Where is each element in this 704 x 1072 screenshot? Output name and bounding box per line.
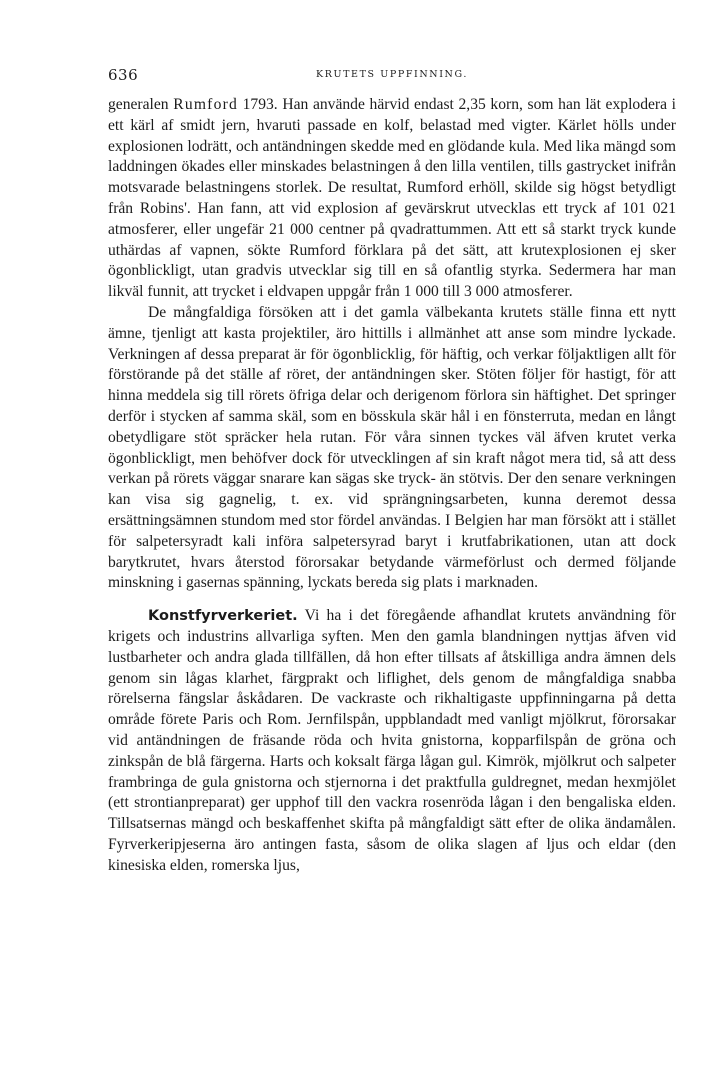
running-title: KRUTETS UPPFINNING. <box>316 69 468 80</box>
paragraph-substitutes: De mångfaldiga försöken att i det gamla välbekanta krutets ställe finna ett nytt ämne, tjenligt att kasta projektiler, äro hittills i allmänhet att anse som mindre lyckade. Verkningen af dessa preparat är för ögonblicklig, för häftig, och verkar följaktligen allt för förstörande på det ställe af röret, der antändningen sker. Stöten följer för hastigt, för att hinna meddela sig till rörets öfriga delar och derigenom förlora sin häftighet. Det springer derför i stycken af samma skäl, som en bösskula skär hål i en fönsterruta, medan en långt obetydligare stöt spräcker hela rutan. För våra sinnen tyckes väl äfven krutet verka ögonblickligt, men behöfver dock för utvecklingen af sin kraft något mera tid, så att dess verkan på rörets väggar snarare kan sägas ske tryck- än stötvis. Der den senare verkningen kan visa sig gagnelig, t. ex. vid sprängningsarbeten, kunna deremot dessa ersättningsämnen stundom med stor fördel användas. I Belgien har man försökt att i stället för salpetersyradt kali införa salpetersyrad baryt i krutfabrikationen, utan att dock barytkrutet, hvars återstod förorsakar betydande värmeförlust och dermed följande minskning i gasernas spänning, lyckats bereda sig plats i marknaden. <box>108 303 676 592</box>
page-number: 636 <box>108 66 139 84</box>
paragraph-rumford-lead: generalen <box>108 96 174 113</box>
paragraph-rumford <box>108 95 676 303</box>
paragraph-rumford-text: 1793. Han använde härvid endast 2,35 korn, som han lät explodera i ett kärl af smidt jern, hvaruti passade en kolf, belastad med vigter. Kärlet hölls under explosionen lodrätt, och antändningen skedde med en glödande kula. Med lika mängd som laddningen ökades eller minskades belastningen å den lilla ventilen, tills gastrycket inifrån motsvarade belastningens storlek. De resultat, Rumford erhöll, skilde sig högst betydligt från Robins'. Han fann, att vid explosion af gevärskrut utvecklas ett tryck af 101 021 atmosferer, eller ungefär 21 000 centner på qvadrattummen. Att ett så starkt tryck kunde uthärdas af vapnen, sökte Rumford förklara på det sätt, att krutexplosionen ej sker ögonblickligt, utan gradvis utvecklar sig till en så ofantlig styrka. Sedermera har man likväl funnit, att trycket i eldvapen uppgår från 1 000 till 3 000 atmosferer. <box>108 96 677 301</box>
section-heading-konstfyrverkeriet: Konstfyrverkeriet. <box>148 608 298 625</box>
body-text <box>108 95 676 876</box>
paragraph-fireworks-text: Vi ha i det föregående afhandlat krutets användning för krigets och industrins allvarliga syften. Men den gamla blandningen nyttjas äfven vid lustbarheter och andra glada tillfällen, då hon efter tillsats af åtskilliga andra ämnen dels genom sin lågas klarhet, färgprakt och liflighet, dels genom de mångfaldiga snabba rörelserna fängslar åskådaren. De vackraste och rikhaltigaste uppfinningarna på detta område förete Paris och Rom. Jernfilspån, uppblandadt med vanligt mjölkrut, förorsakar vid antändningen de fräsande röda och hvita gnistorna, kopparfilspån de gröna och zinkspån de blå färgerna. Harts och koksalt färga lågan gul. Kimrök, mjölkrut och salpeter frambringa de gula gnistorna och stjernorna i det praktfulla guldregnet, medan hexmjölet (ett strontianpreparat) ger upphof till den vackra rosenröda lågan i den bengaliska elden. Tillsatsernas mängd och beskaffenhet skifta på mångfaldigt sätt efter de olika ändamålen. Fyrverkeripjeserna äro antingen fasta, såsom de olika slagen af ljus och eldar (den kinesiska elden, romerska ljus, <box>108 607 676 874</box>
page-header <box>108 66 676 88</box>
name-rumford: Rumford <box>173 96 238 113</box>
paragraph-fireworks <box>108 606 676 876</box>
